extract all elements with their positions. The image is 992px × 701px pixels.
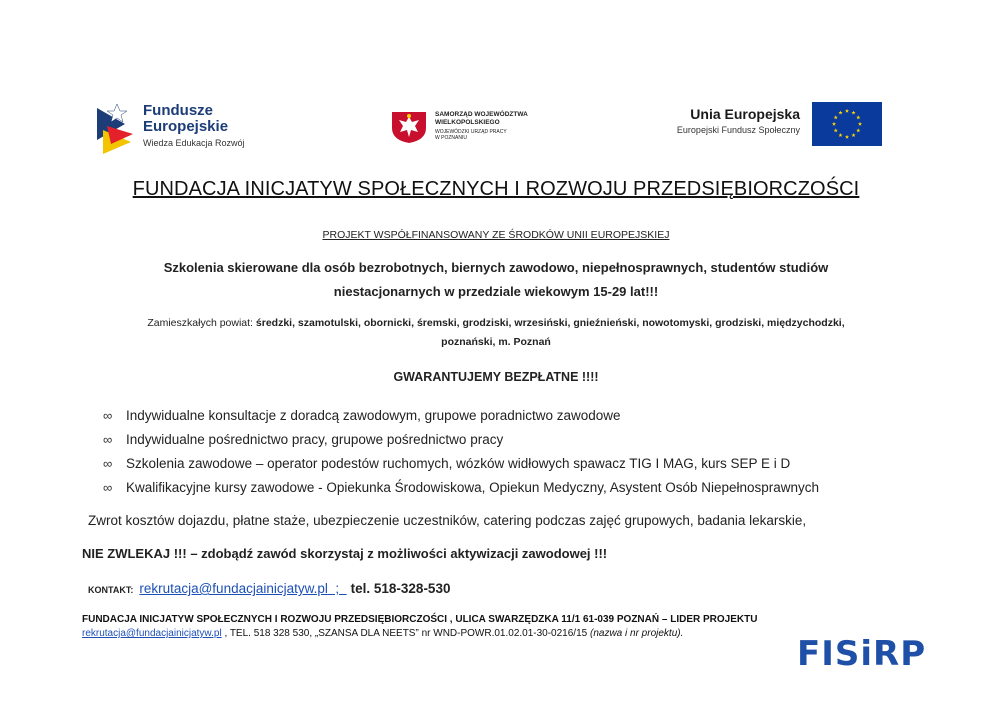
- contact-label: KONTAKT:: [88, 585, 134, 595]
- residence-line1: [0, 317, 992, 329]
- call-to-action: NIE ZWLEKAJ !!! – zdobądź zawód skorzystaj z możliwości aktywizacji zawodowej !!!: [82, 546, 608, 561]
- fisirp-logo: [797, 634, 962, 674]
- benefits-list: [103, 403, 819, 499]
- benefit-text: Kwalifikacyjne kursy zawodowe - Opiekunka Środowiskowa, Opiekun Medyczny, Asystent Osób Niepełnosprawnych: [126, 479, 820, 495]
- wlkp-line3: WOJEWÓDZKI URZĄD PRACY: [435, 129, 507, 135]
- residence-prefix: Zamieszkałych powiat:: [147, 317, 256, 329]
- eu-flag-icon: [812, 102, 882, 146]
- fundusze-europejskie-logo: [97, 100, 312, 160]
- benefit-text: Indywidualne konsultacje z doradcą zawodowym, grupowe poradnictwo zawodowe: [126, 407, 621, 423]
- contact-line: [88, 581, 450, 596]
- list-item: [103, 403, 819, 427]
- ue-logo-line1: Unia Europejska: [690, 106, 800, 122]
- unia-europejska-logo: [640, 98, 885, 150]
- fisirp-logo-text: FISiRP: [797, 634, 927, 674]
- infinity-bullet-icon: ∞: [103, 407, 113, 423]
- footer-details: [82, 628, 683, 639]
- eagle-shield-icon: [390, 110, 428, 144]
- ue-logo-line2: Europejski Fundusz Społeczny: [676, 125, 800, 135]
- residence-counties: średzki, szamotulski, obornicki, śremski, grodziski, wrzesiński, gnieźnieński, nowotomyski, grodziski, międzychodzki,: [255, 317, 845, 329]
- footer-address: FUNDACJA INICJATYW SPOŁECZNYCH I ROZWOJU PRZEDSIĘBIORCZOŚCI , ULICA SWARZĘDZKA 11/1 61-039 POZNAŃ – LIDER PROJEKTU: [82, 614, 758, 625]
- infinity-bullet-icon: ∞: [103, 479, 113, 495]
- wlkp-line2: WIELKOPOLSKIEGO: [435, 118, 500, 126]
- target-audience-line2: niestacjonarnych w przedziale wiekowym 15-29 lat!!!: [333, 284, 659, 299]
- wlkp-line4: W POZNANIU: [435, 135, 467, 141]
- fe-logo-line1: Fundusze: [143, 102, 213, 119]
- fe-logo-line2: Europejskie: [143, 118, 229, 135]
- wielkopolska-logo: [390, 108, 550, 148]
- list-item: [103, 451, 819, 475]
- residence-line2: poznański, m. Poznań: [441, 336, 551, 348]
- footer-email-link[interactable]: rekrutacja@fundacjainicjatyw.pl: [82, 628, 222, 639]
- footer-project-note: (nazwa i nr projektu).: [590, 628, 684, 639]
- wlkp-line1: SAMORZĄD WOJEWÓDZTWA: [435, 111, 528, 118]
- infinity-bullet-icon: ∞: [103, 455, 113, 471]
- benefit-text: Indywidualne pośrednictwo pracy, grupowe pośrednictwo pracy: [126, 431, 504, 447]
- infinity-bullet-icon: ∞: [103, 431, 113, 447]
- page-title: FUNDACJA INICJATYW SPOŁECZNYCH I ROZWOJU PRZEDSIĘBIORCZOŚCI: [132, 178, 860, 200]
- contact-phone: tel. 518-328-530: [350, 581, 451, 596]
- contact-separator: ;: [327, 581, 347, 596]
- contact-email-link[interactable]: rekrutacja@fundacjainicjatyw.pl: [139, 581, 328, 596]
- list-item: [103, 475, 819, 499]
- list-item: [103, 427, 819, 451]
- project-subtitle: PROJEKT WSPÓŁFINANSOWANY ZE ŚRODKÓW UNII EUROPEJSKIEJ: [322, 229, 670, 241]
- refund-text: Zwrot kosztów dojazdu, płatne staże, ubezpieczenie uczestników, catering podczas zajęć grupowych, badania lekarskie,: [88, 513, 807, 528]
- fe-logo-line3: Wiedza Edukacja Rozwój: [143, 138, 245, 148]
- guarantee-heading: GWARANTUJEMY BEZPŁATNE !!!!: [393, 370, 599, 384]
- footer-project-info: , TEL. 518 328 530, „SZANSA DLA NEETS” nr WND-POWR.01.02.01-30-0216/15: [221, 628, 590, 639]
- target-audience-line1: Szkolenia skierowane dla osób bezrobotnych, biernych zawodowo, niepełnosprawnych, studentów studiów: [163, 260, 829, 275]
- benefit-text: Szkolenia zawodowe – operator podestów ruchomych, wózków widłowych spawacz TIG I MAG, kurs SEP E i D: [126, 455, 791, 471]
- fundusze-europejskie-emblem-icon: [97, 100, 137, 156]
